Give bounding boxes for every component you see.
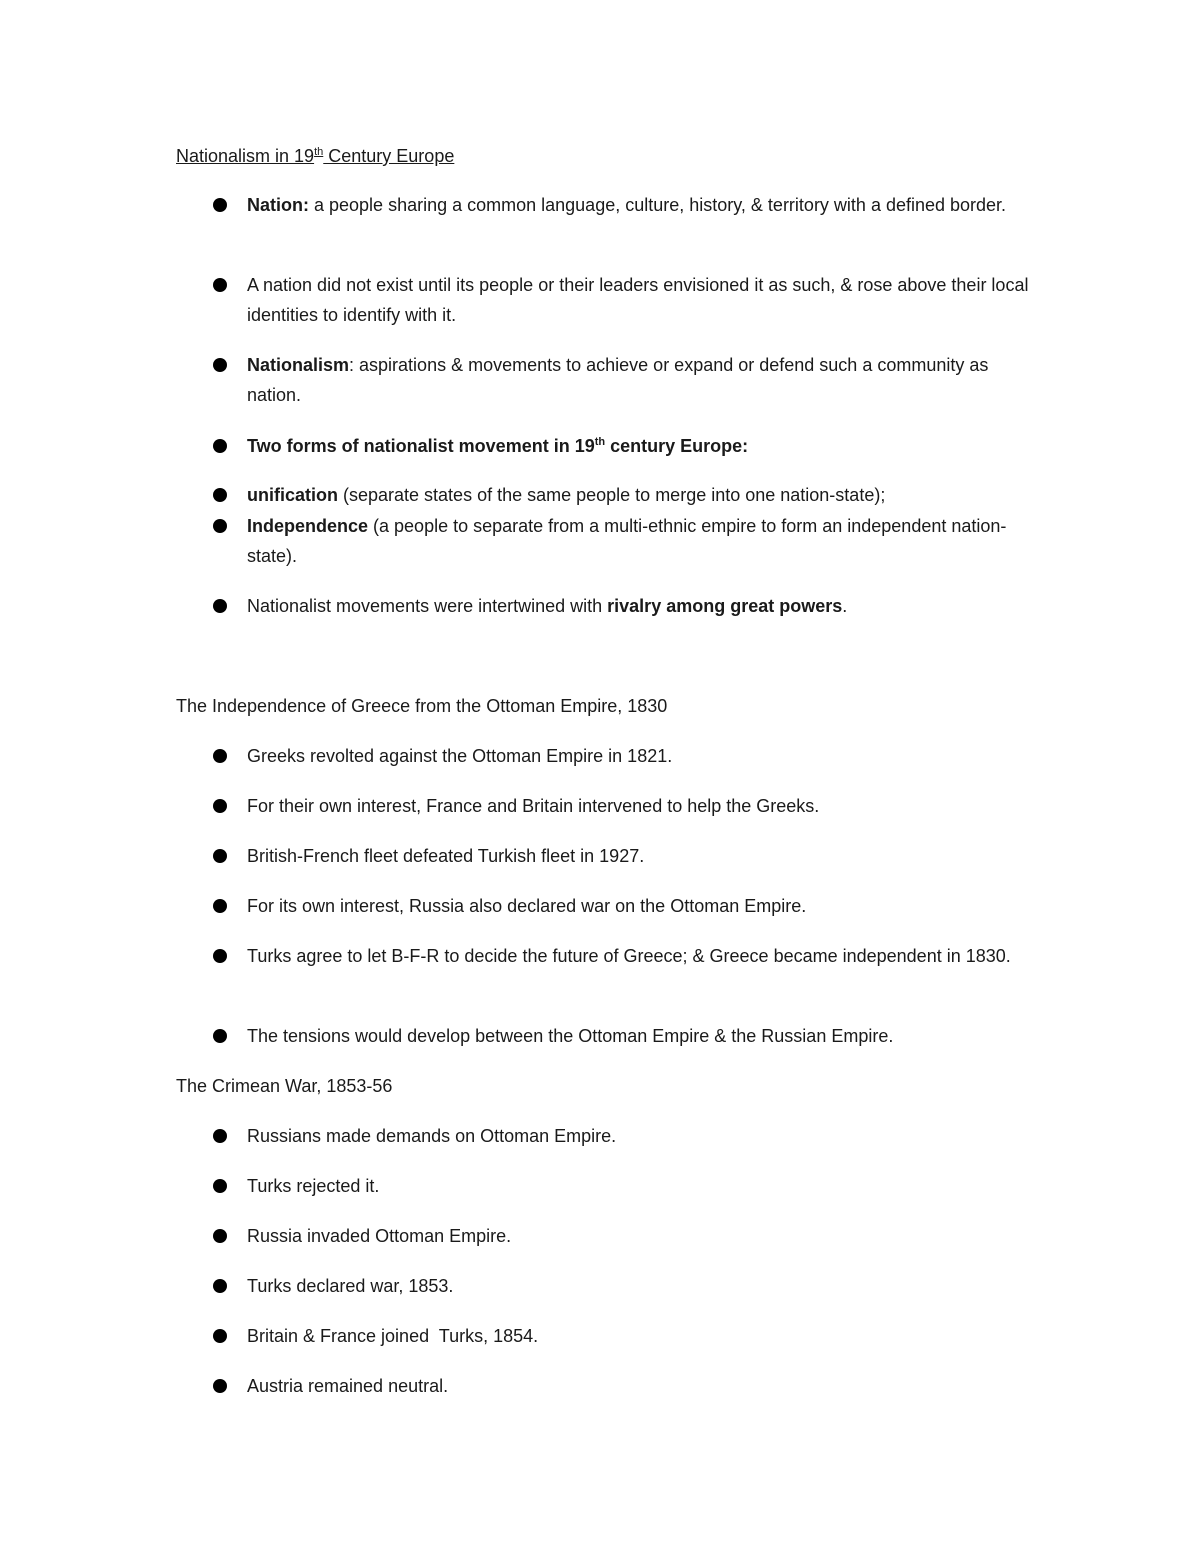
bullet-icon bbox=[213, 849, 227, 863]
bullet-icon bbox=[213, 278, 227, 292]
list-item-nation-existence: A nation did not exist until its people or their leaders envisioned it as such, & rose above their local identities to identify with it. bbox=[247, 270, 1037, 330]
bullet-icon bbox=[213, 1279, 227, 1293]
list-item: Britain & France joined Turks, 1854. bbox=[247, 1321, 1037, 1351]
bullet-icon bbox=[213, 1229, 227, 1243]
bullet-icon bbox=[213, 799, 227, 813]
list-item: British-French fleet defeated Turkish fleet in 1927. bbox=[247, 841, 1037, 871]
bullet-icon bbox=[213, 519, 227, 533]
bullet-icon bbox=[213, 899, 227, 913]
bullet-icon bbox=[213, 1379, 227, 1393]
list-item: For their own interest, France and Britain intervened to help the Greeks. bbox=[247, 791, 1037, 821]
bullet-icon bbox=[213, 1029, 227, 1043]
list-item: Austria remained neutral. bbox=[247, 1371, 1037, 1401]
list-item: Russia invaded Ottoman Empire. bbox=[247, 1221, 1037, 1251]
bullet-icon bbox=[213, 1129, 227, 1143]
list-item: For its own interest, Russia also declared war on the Ottoman Empire. bbox=[247, 891, 1037, 921]
list-item: Greeks revolted against the Ottoman Empire in 1821. bbox=[247, 741, 1037, 771]
section-title-crimean-war: The Crimean War, 1853-56 bbox=[176, 1076, 393, 1096]
list-item-nation: Nation: a people sharing a common language, culture, history, & territory with a defined border. bbox=[247, 190, 1037, 220]
list-item-unification: unification (separate states of the same people to merge into one nation-state); bbox=[247, 480, 1037, 510]
list-item-nationalism: Nationalism: aspirations & movements to achieve or expand or defend such a community as nation. bbox=[247, 350, 1037, 410]
bullet-icon bbox=[213, 488, 227, 502]
bullet-icon bbox=[213, 439, 227, 453]
bullet-icon bbox=[213, 198, 227, 212]
bullet-icon bbox=[213, 749, 227, 763]
list-item: Turks declared war, 1853. bbox=[247, 1271, 1037, 1301]
list-item: Turks rejected it. bbox=[247, 1171, 1037, 1201]
bullet-icon bbox=[213, 1179, 227, 1193]
bullet-icon bbox=[213, 358, 227, 372]
bullet-icon bbox=[213, 599, 227, 613]
bullet-icon bbox=[213, 1329, 227, 1343]
list-item-independence: Independence (a people to separate from a multi-ethnic empire to form an independent nation-state). bbox=[247, 511, 1037, 571]
list-item: The tensions would develop between the Ottoman Empire & the Russian Empire. bbox=[247, 1021, 1037, 1051]
list-item: Turks agree to let B-F-R to decide the future of Greece; & Greece became independent in 1830. bbox=[247, 941, 1037, 971]
bullet-icon bbox=[213, 949, 227, 963]
section-title-greece: The Independence of Greece from the Ottoman Empire, 1830 bbox=[176, 696, 668, 716]
section-title-nationalism: Nationalism in 19th Century Europe bbox=[176, 146, 455, 166]
list-item-rivalry: Nationalist movements were intertwined with rivalry among great powers. bbox=[247, 591, 1037, 621]
list-item-two-forms: Two forms of nationalist movement in 19th century Europe: bbox=[247, 431, 1037, 461]
list-item: Russians made demands on Ottoman Empire. bbox=[247, 1121, 1037, 1151]
